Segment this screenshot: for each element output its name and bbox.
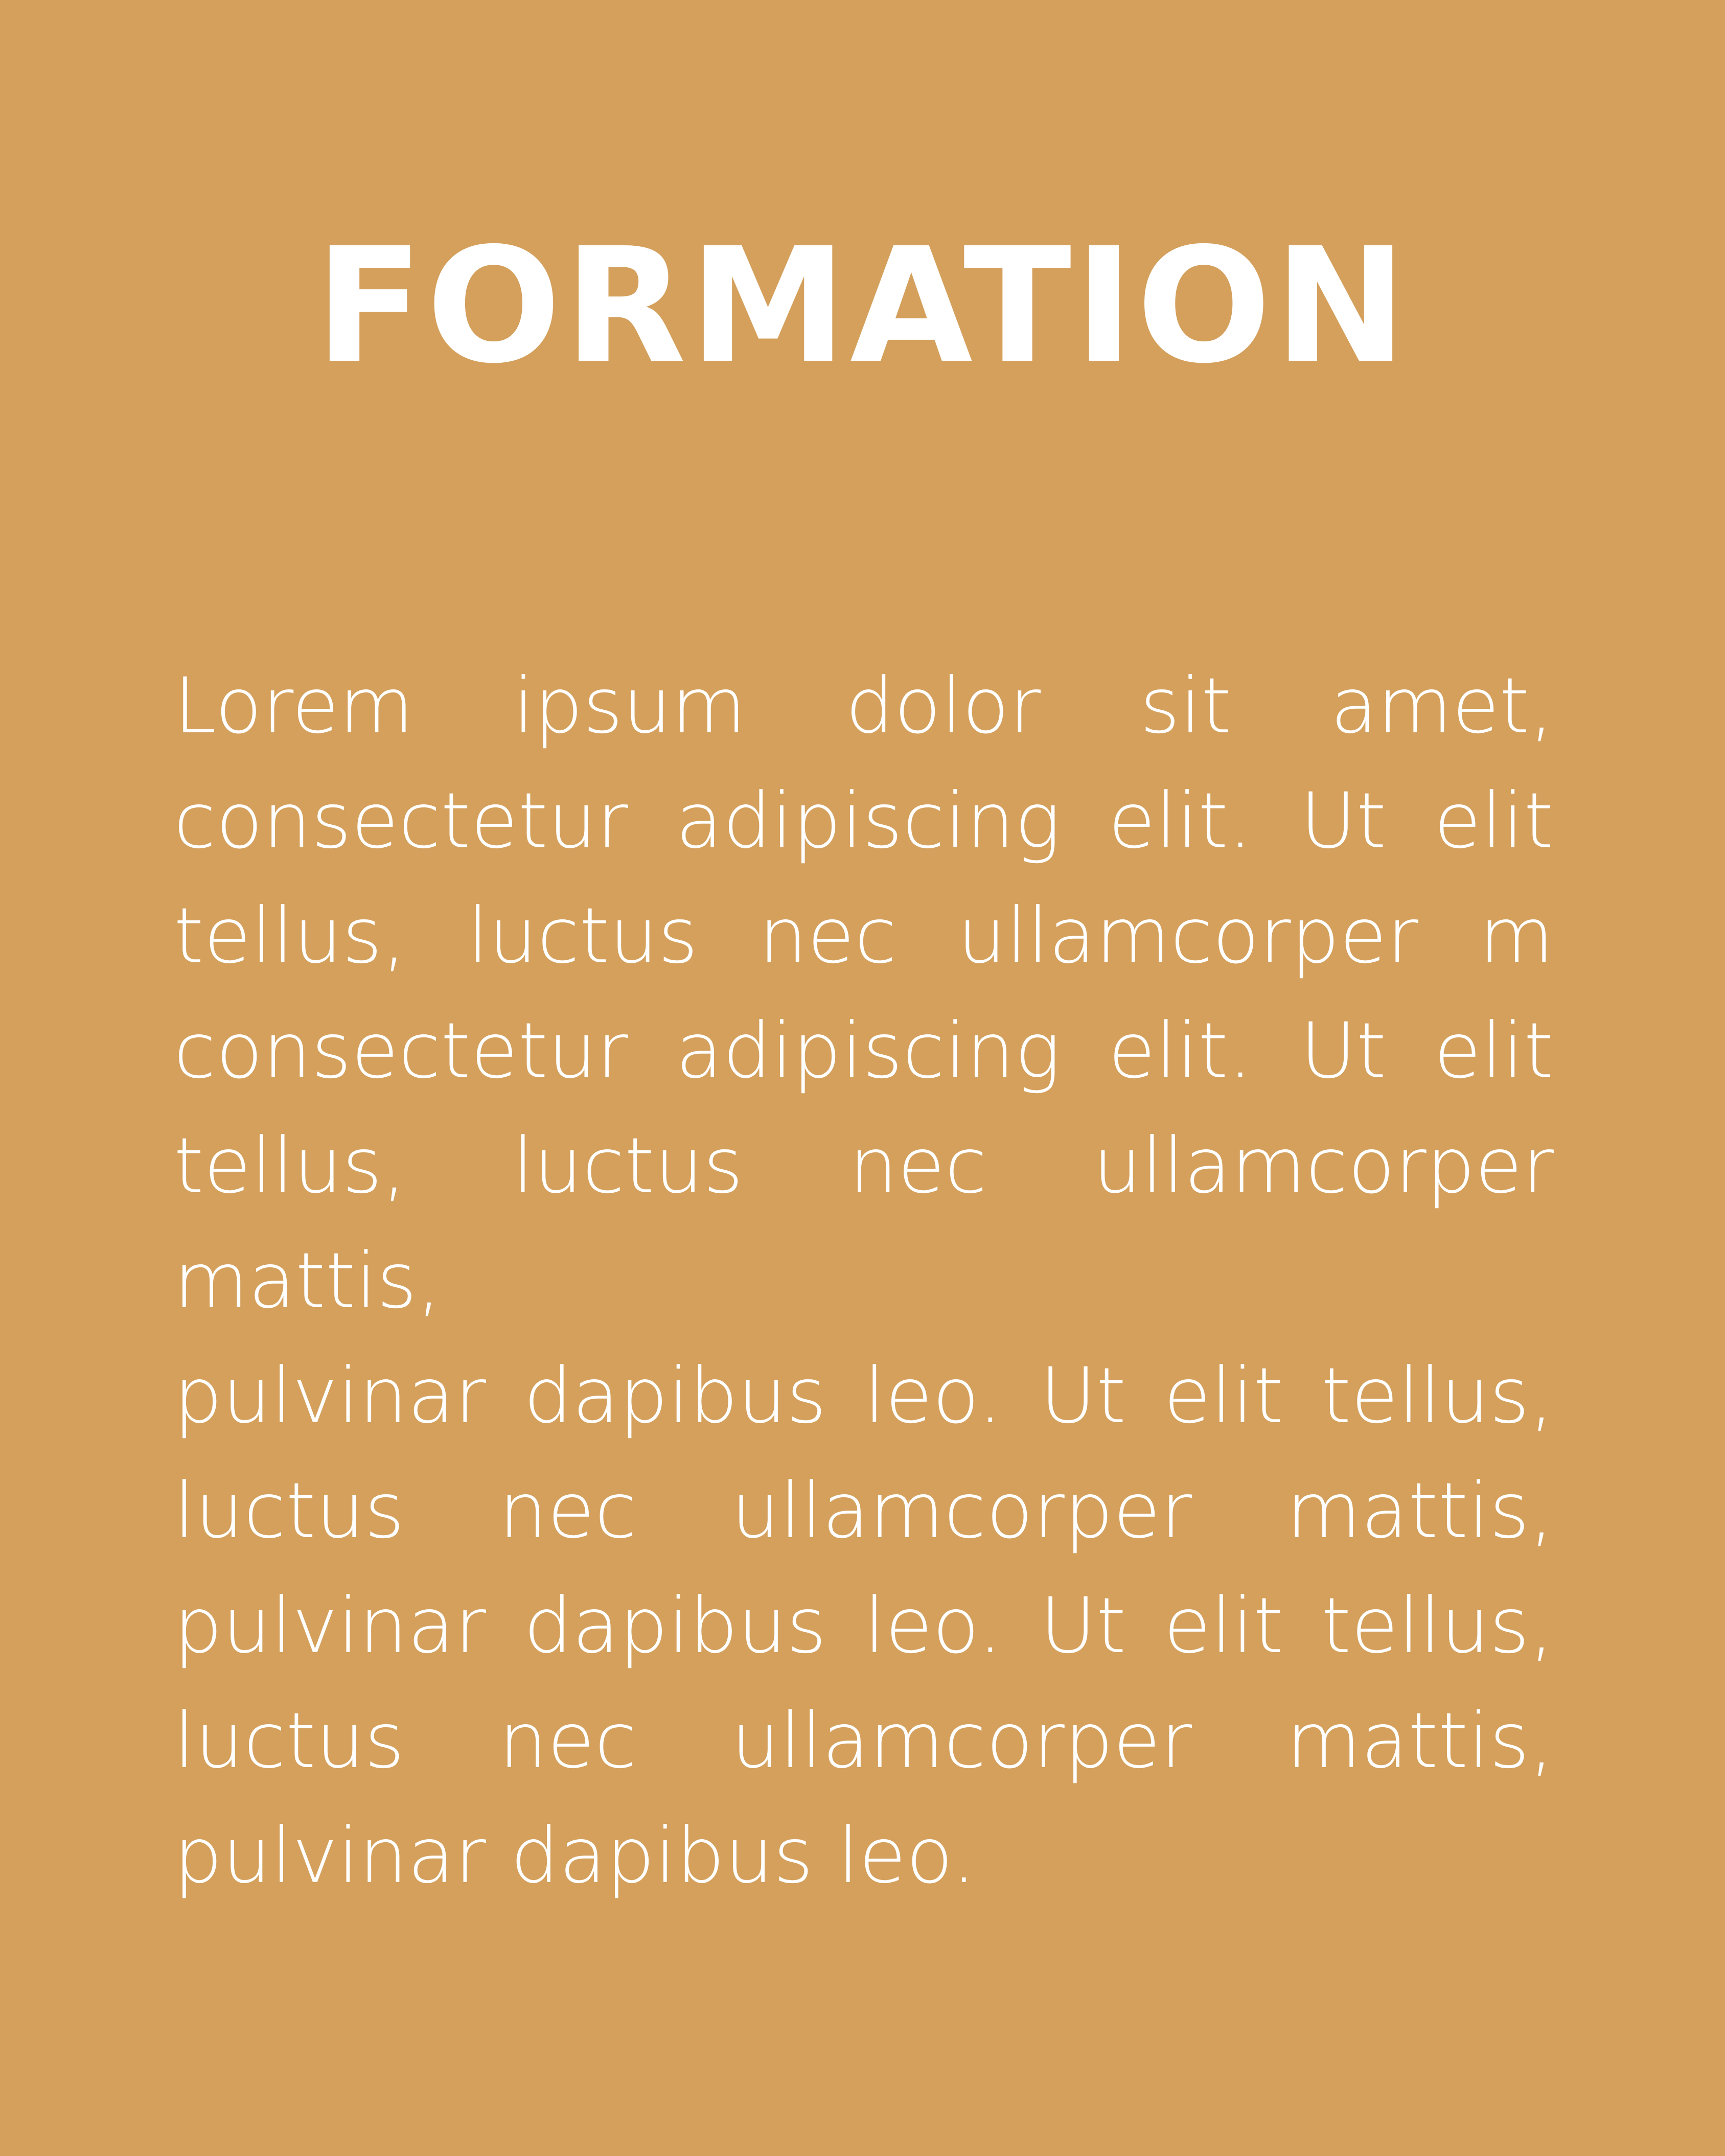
body-line: tellus, luctus nec ullamcorper m (174, 892, 1554, 981)
body-line: tellus, luctus nec ullamcorper mattis, (174, 1122, 1554, 1326)
body-line: consectetur adipiscing elit. Ut elit (174, 1007, 1554, 1096)
body-line: pulvinar dapibus leo. Ut elit tellus, (174, 1352, 1554, 1441)
body-paragraph (174, 649, 1554, 1914)
page-title: FORMATION (315, 214, 1410, 399)
body-line: pulvinar dapibus leo. (174, 1812, 976, 1900)
body-line: pulvinar dapibus leo. Ut elit tellus, (174, 1582, 1554, 1671)
body-line: luctus nec ullamcorper mattis, (174, 1697, 1554, 1786)
body-line: consectetur adipiscing elit. Ut elit (174, 777, 1554, 866)
body-line: Lorem ipsum dolor sit amet, (174, 662, 1554, 751)
body-line: luctus nec ullamcorper mattis, (174, 1467, 1554, 1556)
